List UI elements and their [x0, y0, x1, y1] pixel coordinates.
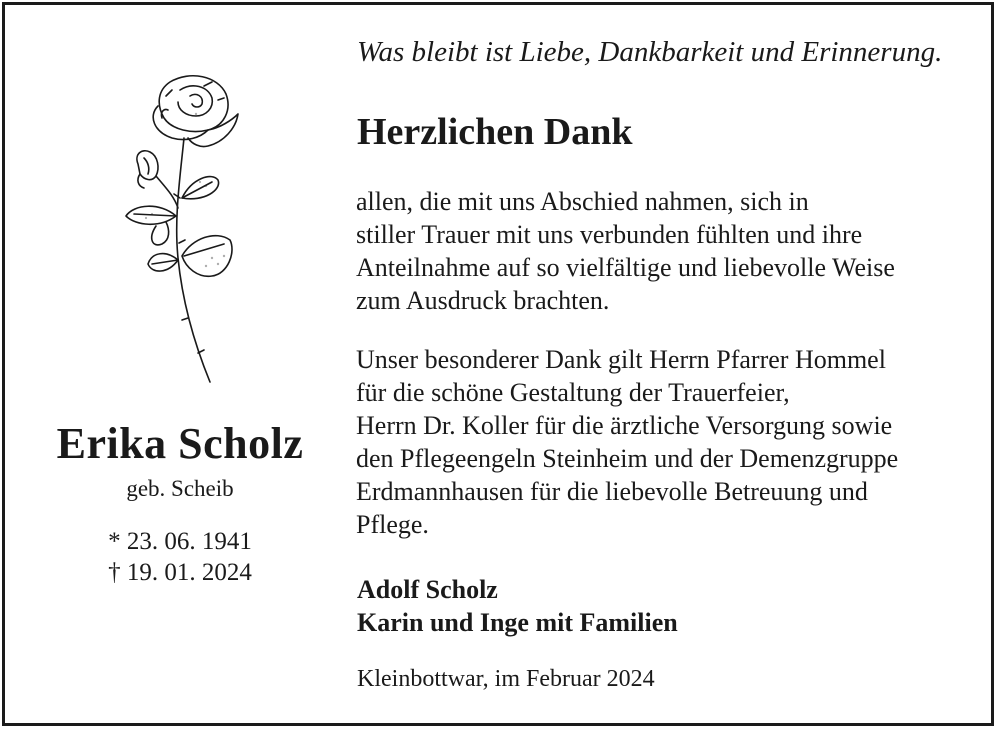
signers [357, 573, 678, 639]
thanks-paragraph-1 [356, 185, 895, 317]
rose-illustration [100, 68, 250, 388]
thanks-paragraph-2 [356, 343, 898, 541]
life-dates [0, 526, 360, 588]
text-line: Erdmannhausen für die liebevolle Betreuung und [356, 477, 868, 506]
motto: Was bleibt ist Liebe, Dankbarkeit und Erinnerung. [357, 36, 943, 68]
text-line: Anteilnahme auf so vielfältige und liebevolle Weise [356, 253, 895, 282]
place-date: Kleinbottwar, im Februar 2024 [357, 666, 655, 692]
text-line: für die schöne Gestaltung der Trauerfeier, [356, 378, 790, 407]
death-date: † 19. 01. 2024 [108, 559, 252, 586]
text-line: Pflege. [356, 510, 429, 539]
text-line: allen, die mit uns Abschied nahmen, sich in [356, 187, 809, 216]
text-line: Unser besonderer Dank gilt Herrn Pfarrer Hommel [356, 345, 886, 374]
birth-date: * 23. 06. 1941 [108, 528, 252, 555]
signer: Karin und Inge mit Familien [357, 608, 678, 637]
text-line: den Pflegeengeln Steinheim und der Demenzgruppe [356, 444, 899, 473]
deceased-name: Erika Scholz [56, 419, 304, 468]
text-line: Herrn Dr. Koller für die ärztliche Versorgung sowie [356, 411, 893, 440]
text-line: zum Ausdruck brachten. [356, 286, 610, 315]
heading: Herzlichen Dank [357, 111, 633, 153]
signer: Adolf Scholz [357, 575, 498, 604]
maiden-name: geb. Scheib [126, 476, 234, 501]
text-line: stiller Trauer mit uns verbunden fühlten und ihre [356, 220, 863, 249]
